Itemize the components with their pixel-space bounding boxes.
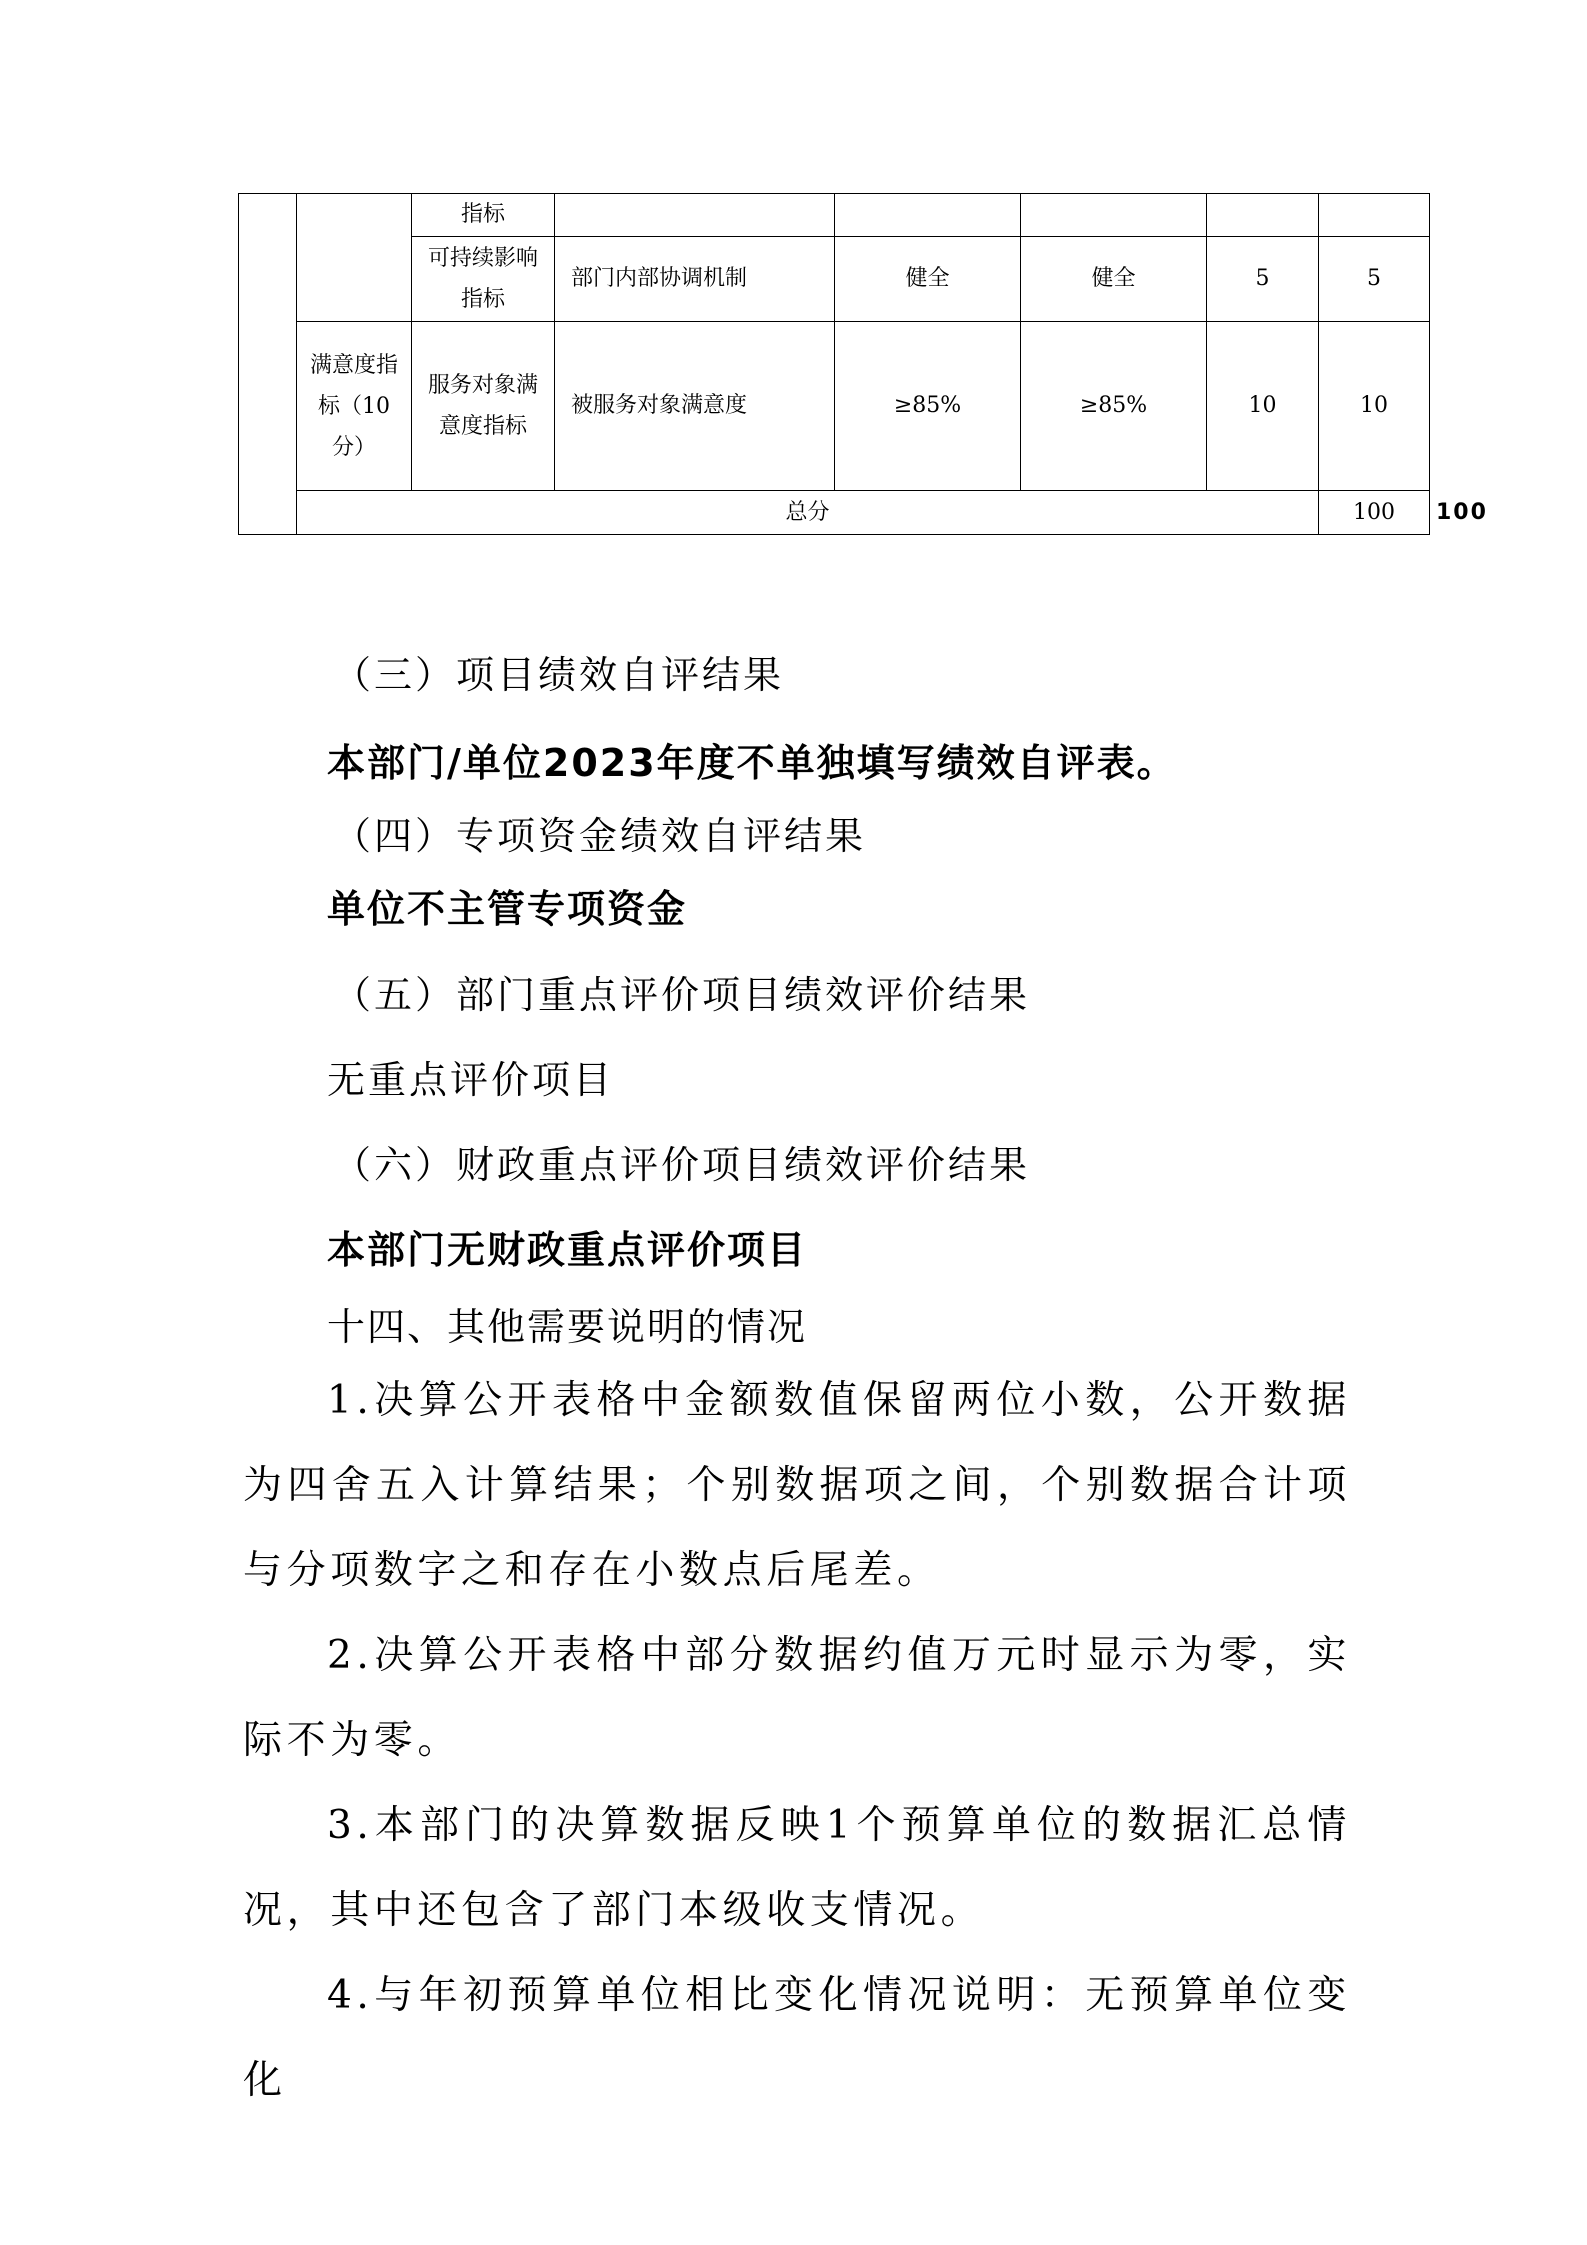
weight-cell: 10 (1207, 322, 1319, 491)
note-3: 3.本部门的决算数据反映1个预算单位的数据汇总情况，其中还包含了部门本级收支情况。 (243, 1803, 1351, 1933)
performance-table (238, 193, 1488, 535)
actual-cell (1021, 194, 1207, 237)
blank-cell (297, 194, 412, 322)
section-3-body: 本部门/单位2023年度不单独填写绩效自评表。 (327, 741, 1177, 785)
weight-cell: 5 (1207, 237, 1319, 322)
target-cell: ≥85% (835, 322, 1021, 491)
section-6-heading: （六）财政重点评价项目绩效评价结果 (333, 1143, 1031, 1187)
section-4-heading: （四）专项资金绩效自评结果 (333, 814, 867, 858)
note-2: 2.决算公开表格中部分数据约值万元时显示为零，实际不为零。 (243, 1633, 1351, 1763)
section-14-heading: 十四、其他需要说明的情况 (327, 1305, 808, 1349)
category-cell: 满意度指标（10分） (297, 322, 412, 491)
score-cell: 5 (1319, 237, 1430, 322)
section-3-heading: （三）项目绩效自评结果 (333, 653, 785, 697)
section-5-heading: （五）部门重点评价项目绩效评价结果 (333, 973, 1031, 1017)
section-5-body: 无重点评价项目 (327, 1058, 615, 1102)
actual-cell: ≥85% (1021, 322, 1207, 491)
total-row: 总分 100 100 (239, 491, 1430, 535)
note-4: 4.与年初预算单位相比变化情况说明：无预算单位变化 (243, 1973, 1351, 2103)
section-4-body: 单位不主管专项资金 (327, 887, 688, 931)
table-row (239, 322, 1430, 491)
target-cell (835, 194, 1021, 237)
indicator-cell: 可持续影响指标 (412, 237, 555, 322)
blank-cell (239, 194, 297, 535)
actual-cell: 健全 (1021, 237, 1207, 322)
target-cell: 健全 (835, 237, 1021, 322)
table-row (239, 237, 1430, 322)
score-cell (1319, 194, 1430, 237)
item-cell: 被服务对象满意度 (555, 322, 835, 491)
indicator-cell: 服务对象满意度指标 (412, 322, 555, 491)
total-label: 总分 (297, 491, 1319, 535)
total-weight: 100 (1319, 491, 1430, 535)
item-cell: 部门内部协调机制 (555, 237, 835, 322)
item-cell (555, 194, 835, 237)
note-1: 1.决算公开表格中金额数值保留两位小数，公开数据为四舍五入计算结果；个别数据项之间，个别数据合计项与分项数字之和存在小数点后尾差。 (243, 1378, 1351, 1593)
score-cell: 10 (1319, 322, 1430, 491)
indicator-cell: 指标 (412, 194, 555, 237)
section-6-body: 本部门无财政重点评价项目 (327, 1228, 808, 1272)
table-row (239, 194, 1430, 237)
weight-cell (1207, 194, 1319, 237)
